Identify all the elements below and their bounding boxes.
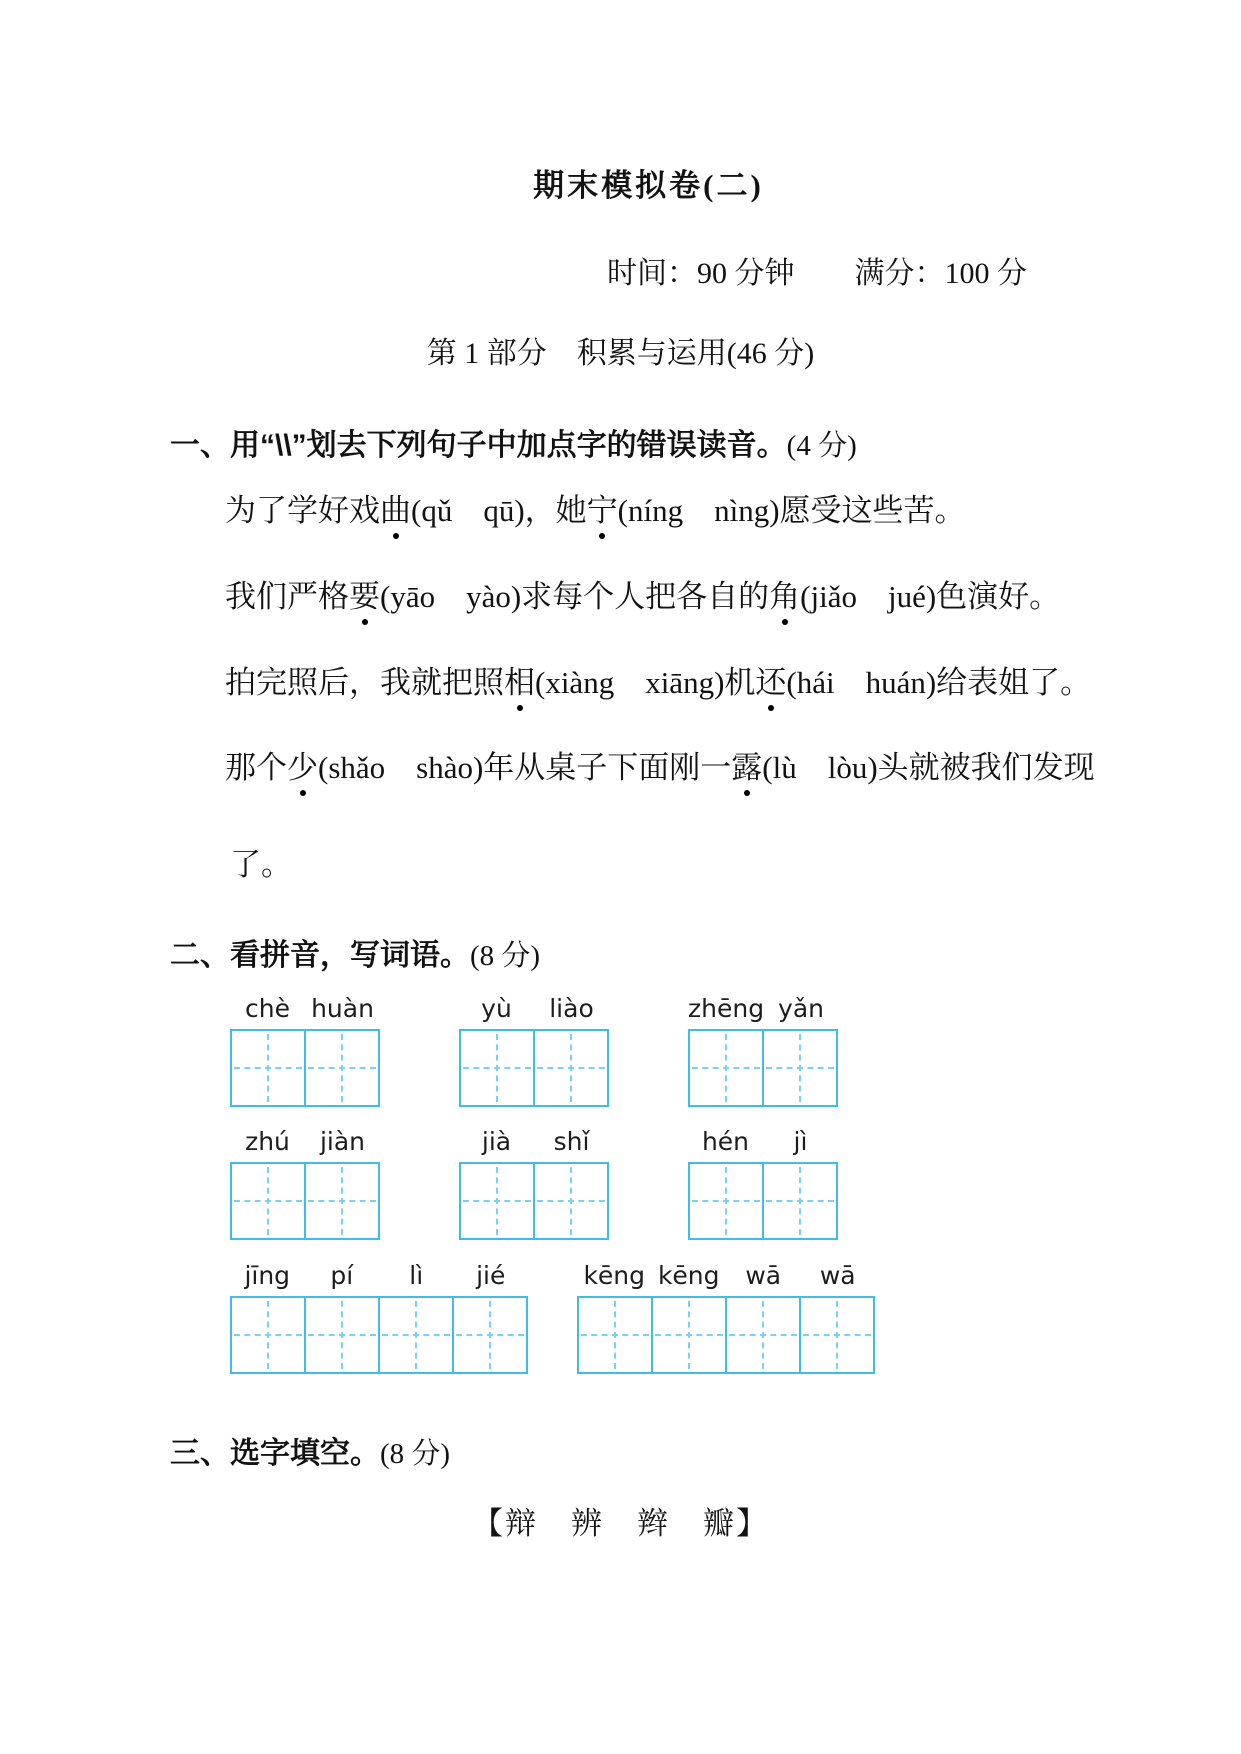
sentence-text: 拍完照后，我就把照 <box>225 665 504 700</box>
pinyin-label: jié <box>476 1261 506 1290</box>
writing-cell[interactable] <box>725 1298 799 1372</box>
sentence-text: (shǎo shào)年从桌子下面刚一 <box>318 750 732 785</box>
writing-grid[interactable] <box>230 1162 380 1240</box>
sentence-text: (lù lòu)头就被我们发现 <box>762 750 1095 785</box>
writing-grid[interactable] <box>577 1296 875 1374</box>
writing-cell[interactable] <box>304 1031 378 1105</box>
writing-cell[interactable] <box>690 1031 762 1105</box>
pinyin-label: jīng <box>244 1261 291 1290</box>
pinyin-label: lì <box>409 1261 424 1290</box>
writing-cell[interactable] <box>651 1298 725 1372</box>
sentence-text: (níng nìng)愿受这些苦。 <box>617 493 966 528</box>
question1-sentence-3 <box>225 664 1091 703</box>
writing-cell[interactable] <box>579 1298 651 1372</box>
writing-cell[interactable] <box>533 1164 607 1238</box>
dotted-char: 角 <box>769 578 800 617</box>
question3-heading <box>170 1428 450 1472</box>
writing-cell[interactable] <box>533 1031 607 1105</box>
pinyin-labels <box>459 1128 609 1156</box>
question2-score: (8 分) <box>470 940 541 972</box>
sentence-text: (hái huán)给表姐了。 <box>786 665 1092 700</box>
pinyin-labels <box>459 995 609 1023</box>
pinyin-label: zhú <box>245 1127 290 1156</box>
time-score-line: 时间：90 分钟 满分：100 分 <box>607 257 1027 290</box>
pinyin-label: huàn <box>311 994 374 1023</box>
writing-cell[interactable] <box>232 1164 304 1238</box>
writing-grid[interactable] <box>688 1162 838 1240</box>
question1-sentence-1 <box>225 492 966 531</box>
pinyin-label: shǐ <box>553 1127 590 1156</box>
dotted-char: 要 <box>349 578 380 617</box>
pinyin-label: jì <box>793 1127 808 1156</box>
pinyin-label: yǎn <box>778 994 825 1023</box>
pinyin-label: zhēng <box>688 994 765 1023</box>
pinyin-labels <box>577 1262 875 1290</box>
sentence-text: 那个 <box>225 750 287 785</box>
writing-cell[interactable] <box>378 1298 452 1372</box>
dotted-char: 相 <box>504 664 535 703</box>
pinyin-grid-group <box>688 1128 838 1240</box>
question1-sentence-4 <box>225 749 1095 788</box>
writing-cell[interactable] <box>304 1298 378 1372</box>
pinyin-label: kēng <box>657 1261 720 1290</box>
dotted-char: 还 <box>755 664 786 703</box>
pinyin-grid-row-1 <box>230 995 838 1107</box>
pinyin-label: pí <box>330 1261 354 1290</box>
sentence-text: (yāo yào)求每个人把各自的 <box>380 579 770 614</box>
pinyin-grid-group <box>577 1262 875 1374</box>
writing-cell[interactable] <box>799 1298 873 1372</box>
sentence-text: (xiàng xiāng)机 <box>535 665 756 700</box>
writing-cell[interactable] <box>762 1164 836 1238</box>
pinyin-grid-group <box>459 995 609 1107</box>
writing-cell[interactable] <box>452 1298 526 1372</box>
pinyin-label: chè <box>245 994 290 1023</box>
question2-heading-text: 二、看拼音，写词语。 <box>170 939 470 972</box>
question3-score: (8 分) <box>380 1438 451 1470</box>
pinyin-grid-group <box>230 995 380 1107</box>
writing-cell[interactable] <box>461 1164 533 1238</box>
pinyin-labels <box>230 1262 528 1290</box>
question1-heading-text: 一、用“\\”划去下列句子中加点字的错误读音。 <box>170 429 787 462</box>
question1-score: (4 分) <box>786 430 857 462</box>
pinyin-labels <box>230 1128 380 1156</box>
pinyin-grid-group <box>459 1128 609 1240</box>
pinyin-label: liào <box>549 994 594 1023</box>
pinyin-grid-row-2 <box>230 1128 838 1240</box>
pinyin-labels <box>688 995 838 1023</box>
writing-cell[interactable] <box>762 1031 836 1105</box>
question1-sentence-continuation: 了。 <box>230 847 292 882</box>
writing-cell[interactable] <box>690 1164 762 1238</box>
sentence-text: (jiǎo jué)色演好。 <box>800 579 1061 614</box>
sentence-text: 我们严格 <box>225 579 349 614</box>
question1-heading <box>170 420 857 464</box>
exam-title: 期末模拟卷(二) <box>533 168 764 203</box>
question3-heading-text: 三、选字填空。 <box>170 1437 380 1470</box>
pinyin-label: hén <box>701 1127 750 1156</box>
pinyin-label: jiàn <box>319 1127 366 1156</box>
pinyin-labels <box>230 995 380 1023</box>
question1-sentence-2 <box>225 578 1060 617</box>
sentence-text: (qǔ qū)，她 <box>411 493 587 528</box>
writing-grid[interactable] <box>688 1029 838 1107</box>
pinyin-grid-group <box>688 995 838 1107</box>
writing-cell[interactable] <box>461 1031 533 1105</box>
writing-grid[interactable] <box>459 1162 609 1240</box>
pinyin-grid-group <box>230 1128 380 1240</box>
sentence-text: 为了学好戏 <box>225 493 380 528</box>
writing-cell[interactable] <box>232 1298 304 1372</box>
pinyin-grid-group <box>230 1262 528 1374</box>
pinyin-grid-row-3 <box>230 1262 875 1374</box>
character-options: 【辩 辨 辫 瓣】 <box>472 1506 769 1541</box>
writing-grid[interactable] <box>230 1296 528 1374</box>
dotted-char: 露 <box>731 749 762 788</box>
pinyin-label: yù <box>481 994 512 1023</box>
pinyin-label: kēng <box>583 1261 646 1290</box>
pinyin-label: jià <box>481 1127 512 1156</box>
writing-cell[interactable] <box>304 1164 378 1238</box>
dotted-char: 少 <box>287 749 318 788</box>
pinyin-labels <box>688 1128 838 1156</box>
dotted-char: 宁 <box>587 492 618 531</box>
dotted-char: 曲 <box>380 492 411 531</box>
pinyin-label: wā <box>819 1261 856 1290</box>
part1-heading: 第 1 部分 积累与运用(46 分) <box>426 337 815 370</box>
question2-heading <box>170 930 540 974</box>
pinyin-label: wā <box>745 1261 782 1290</box>
writing-grid[interactable] <box>459 1029 609 1107</box>
writing-grid[interactable] <box>230 1029 380 1107</box>
writing-cell[interactable] <box>232 1031 304 1105</box>
